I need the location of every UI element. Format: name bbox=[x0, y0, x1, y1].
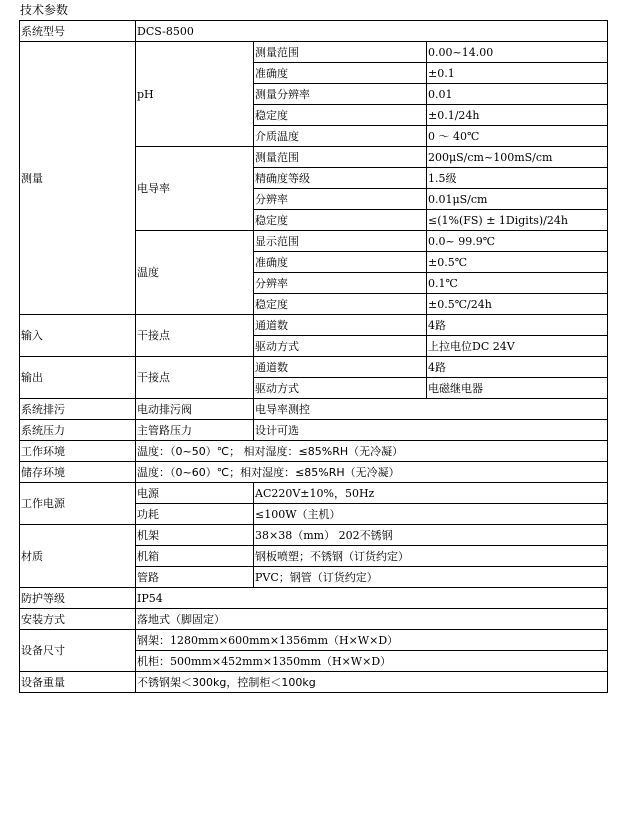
param-value: ±0.1 bbox=[427, 63, 608, 84]
row-label: 设备尺寸 bbox=[20, 630, 136, 672]
cell-value: DCS-8500 bbox=[136, 21, 608, 42]
param-name: 准确度 bbox=[254, 252, 427, 273]
cell-value: IP54 bbox=[136, 588, 608, 609]
group-label: 温度 bbox=[136, 231, 254, 315]
table-row bbox=[20, 609, 608, 630]
param-value: ±0.1/24h bbox=[427, 105, 608, 126]
row-label: 输入 bbox=[20, 315, 136, 357]
param-value: 0.1℃ bbox=[427, 273, 608, 294]
param-name: 分辨率 bbox=[254, 189, 427, 210]
row-label: 防护等级 bbox=[20, 588, 136, 609]
cell-value: 设计可选 bbox=[254, 420, 608, 441]
param-value: 0 ～ 40℃ bbox=[427, 126, 608, 147]
param-name: 稳定度 bbox=[254, 294, 427, 315]
group-label: 电动排污阀 bbox=[136, 399, 254, 420]
param-name: 精确度等级 bbox=[254, 168, 427, 189]
param-name: 稳定度 bbox=[254, 210, 427, 231]
param-name: 显示范围 bbox=[254, 231, 427, 252]
table-row bbox=[20, 588, 608, 609]
param-name: 准确度 bbox=[254, 63, 427, 84]
param-value: ±0.5℃/24h bbox=[427, 294, 608, 315]
param-name: 驱动方式 bbox=[254, 336, 427, 357]
table-row bbox=[20, 21, 608, 42]
cell-value: 不锈钢架＜300kg，控制柜＜100kg bbox=[136, 672, 608, 693]
param-value: 1.5级 bbox=[427, 168, 608, 189]
cell-value: 温度：（0~60）℃；相对湿度：≤85%RH（无冷凝） bbox=[136, 462, 608, 483]
group-label: 机架 bbox=[136, 525, 254, 546]
row-label: 安装方式 bbox=[20, 609, 136, 630]
row-label: 设备重量 bbox=[20, 672, 136, 693]
table-row bbox=[20, 630, 608, 651]
row-label: 材质 bbox=[20, 525, 136, 588]
param-value: 电磁继电器 bbox=[427, 378, 608, 399]
table-row bbox=[20, 525, 608, 546]
table-row bbox=[20, 672, 608, 693]
cell-value: 电导率测控 bbox=[254, 399, 608, 420]
cell-value: 落地式（脚固定） bbox=[136, 609, 608, 630]
group-label: pH bbox=[136, 42, 254, 147]
cell-value: 机柜：500mm×452mm×1350mm（H×W×D） bbox=[136, 651, 608, 672]
table-row bbox=[20, 483, 608, 504]
row-label: 输出 bbox=[20, 357, 136, 399]
table-row bbox=[20, 441, 608, 462]
param-value: 4路 bbox=[427, 357, 608, 378]
row-label: 系统排污 bbox=[20, 399, 136, 420]
cell-value: ≤100W（主机） bbox=[254, 504, 608, 525]
group-label: 干接点 bbox=[136, 315, 254, 357]
param-name: 驱动方式 bbox=[254, 378, 427, 399]
param-name: 测量范围 bbox=[254, 42, 427, 63]
cell-value: AC220V±10%，50Hz bbox=[254, 483, 608, 504]
table-row bbox=[20, 315, 608, 336]
table-row bbox=[20, 420, 608, 441]
table-row bbox=[20, 399, 608, 420]
group-label: 主管路压力 bbox=[136, 420, 254, 441]
cell-value: 38×38（mm） 202不锈钢 bbox=[254, 525, 608, 546]
param-value: 0.00~14.00 bbox=[427, 42, 608, 63]
param-name: 通道数 bbox=[254, 357, 427, 378]
param-value: ±0.5℃ bbox=[427, 252, 608, 273]
param-name: 测量分辨率 bbox=[254, 84, 427, 105]
row-label: 测量 bbox=[20, 42, 136, 315]
table-row bbox=[20, 42, 608, 63]
param-name: 介质温度 bbox=[254, 126, 427, 147]
param-value: 0.01μS/cm bbox=[427, 189, 608, 210]
param-value: 0.0~ 99.9℃ bbox=[427, 231, 608, 252]
param-value: 200μS/cm~100mS/cm bbox=[427, 147, 608, 168]
group-label: 功耗 bbox=[136, 504, 254, 525]
row-label: 系统压力 bbox=[20, 420, 136, 441]
spec-table bbox=[19, 20, 608, 693]
cell-value: 钢板喷塑；不锈钢（订货约定） bbox=[254, 546, 608, 567]
cell-value: 钢架：1280mm×600mm×1356mm（H×W×D） bbox=[136, 630, 608, 651]
param-value: 0.01 bbox=[427, 84, 608, 105]
table-row bbox=[20, 462, 608, 483]
group-label: 机箱 bbox=[136, 546, 254, 567]
param-name: 通道数 bbox=[254, 315, 427, 336]
param-name: 稳定度 bbox=[254, 105, 427, 126]
cell-value: PVC；钢管（订货约定） bbox=[254, 567, 608, 588]
group-label: 电导率 bbox=[136, 147, 254, 231]
cell-value: 温度：（0~50）℃； 相对湿度：≤85%RH（无冷凝） bbox=[136, 441, 608, 462]
group-label: 电源 bbox=[136, 483, 254, 504]
param-name: 测量范围 bbox=[254, 147, 427, 168]
row-label: 工作电源 bbox=[20, 483, 136, 525]
group-label: 管路 bbox=[136, 567, 254, 588]
group-label: 干接点 bbox=[136, 357, 254, 399]
param-value: 上拉电位DC 24V bbox=[427, 336, 608, 357]
param-name: 分辨率 bbox=[254, 273, 427, 294]
param-value: ≤(1%(FS) ± 1Digits)/24h bbox=[427, 210, 608, 231]
row-label: 储存环境 bbox=[20, 462, 136, 483]
param-value: 4路 bbox=[427, 315, 608, 336]
table-row bbox=[20, 357, 608, 378]
row-label: 系统型号 bbox=[20, 21, 136, 42]
page-title: 技术参数 bbox=[20, 3, 69, 17]
row-label: 工作环境 bbox=[20, 441, 136, 462]
